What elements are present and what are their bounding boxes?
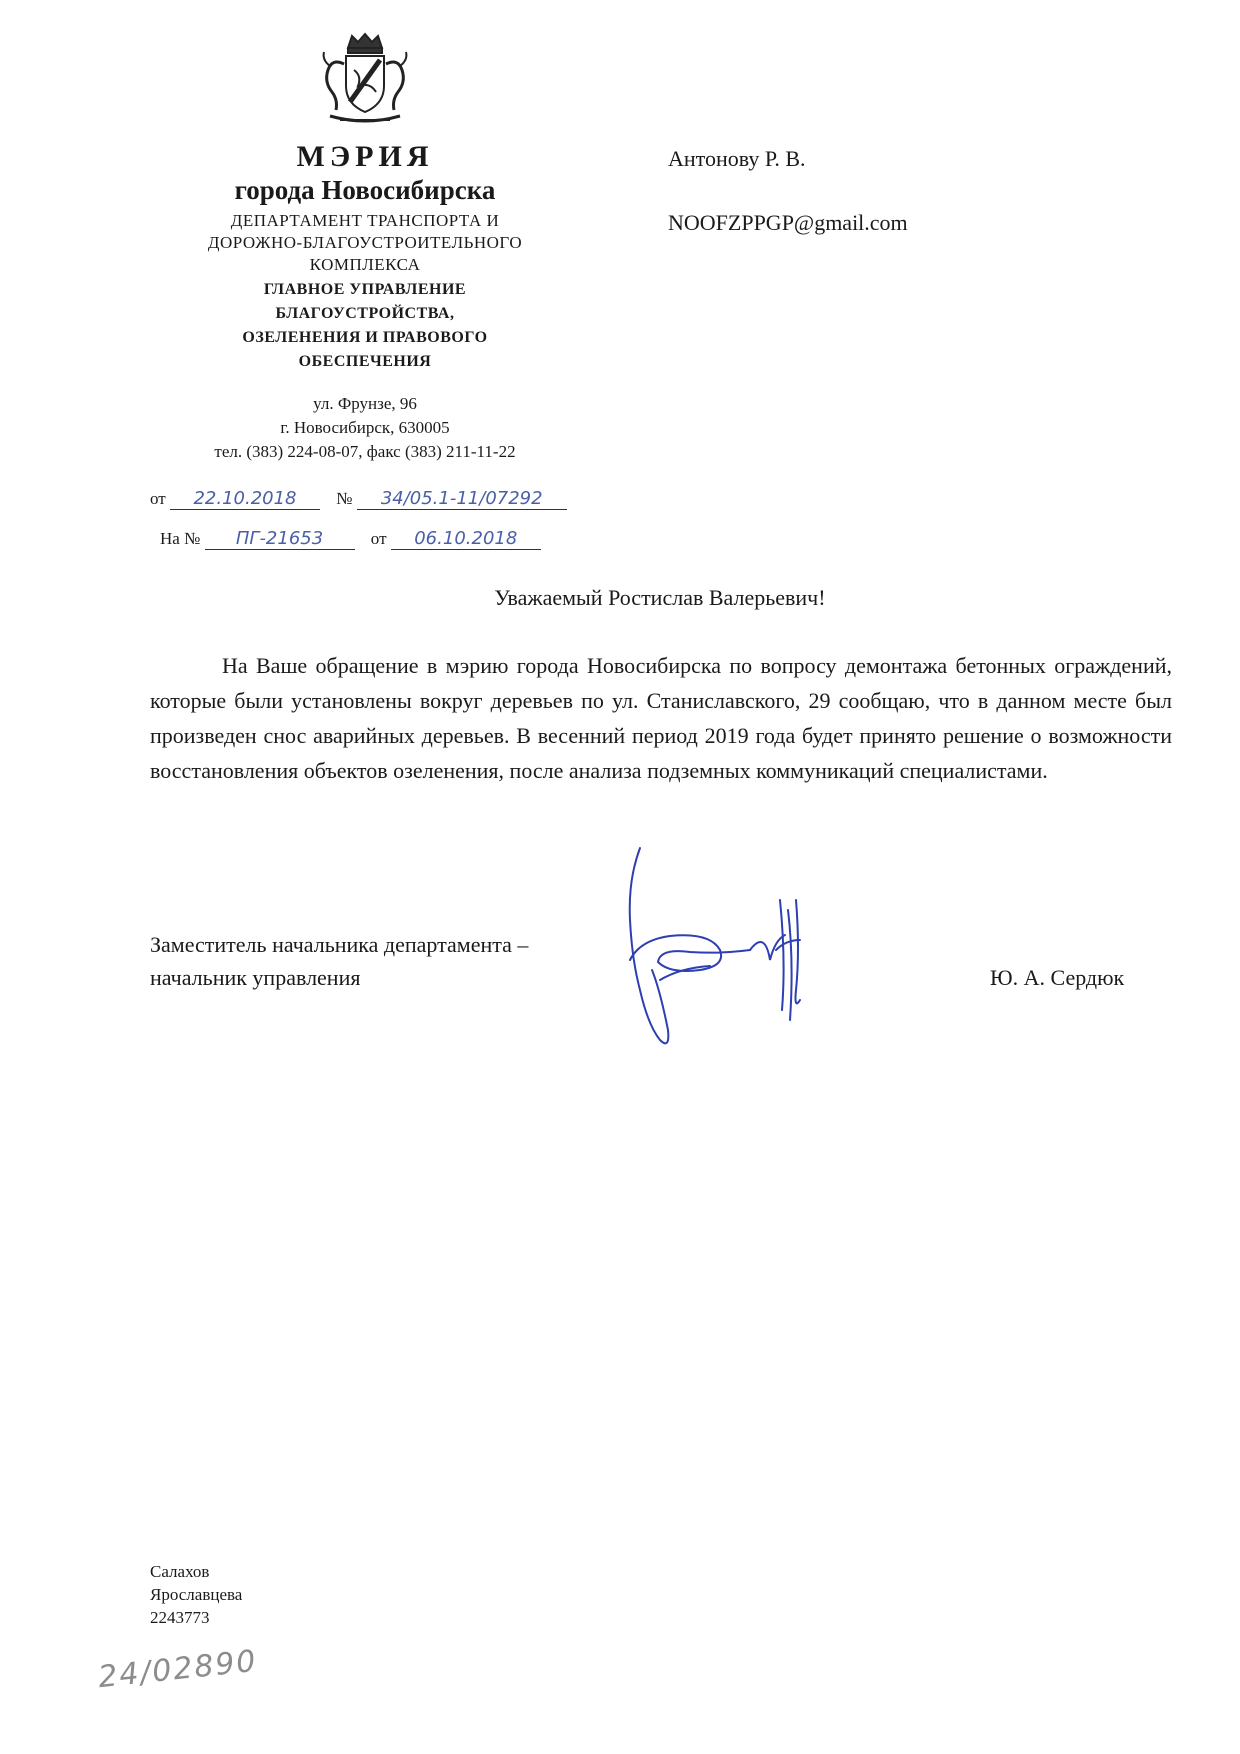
directorate-name — [150, 278, 580, 374]
letter-body — [150, 648, 1172, 788]
registration-line — [150, 488, 567, 510]
directorate-line: БЛАГОУСТРОЙСТВА, — [275, 305, 455, 322]
executor-name: Ярославцева — [150, 1585, 243, 1604]
city-title: города Новосибирска — [234, 175, 496, 205]
address-line: г. Новосибирск, 630005 — [280, 418, 450, 437]
reference-date: 06.10.2018 — [391, 528, 541, 550]
recipient-email: NOOFZPPGP@gmail.com — [668, 210, 908, 235]
position-line: Заместитель начальника департамента – — [150, 932, 529, 957]
signatory-position — [150, 928, 528, 994]
handwritten-signature — [600, 840, 870, 1070]
reference-number: ПГ-21653 — [205, 528, 355, 550]
outgoing-number: 34/05.1-11/07292 — [357, 488, 567, 510]
department-name — [150, 210, 580, 276]
salutation: Уважаемый Ростислав Валерьевич! — [494, 585, 826, 610]
letter-body-text: На Ваше обращение в мэрию города Новосибирска по вопросу демонтажа бетонных ограждений, которые были установлены вокруг деревьев по ул. Станиславского, 29 сообщаю, что в данном месте был произведен снос аварийных деревьев. В весенний период 2019 года будет принято решение о возможности восстановления объектов озеленения, после анализа подземных коммуникаций специалистами. — [150, 653, 1172, 783]
department-line: ДОРОЖНО-БЛАГОУСТРОИТЕЛЬНОГО — [207, 233, 523, 252]
date-label: от — [150, 489, 166, 508]
address-line: ул. Фрунзе, 96 — [313, 394, 417, 413]
directorate-line: ГЛАВНОЕ УПРАВЛЕНИЕ — [263, 281, 467, 298]
recipient-name: Антонову Р. В. — [668, 146, 806, 171]
reference-date-label: от — [370, 529, 387, 548]
number-label: № — [336, 489, 353, 508]
coat-of-arms-icon — [310, 30, 420, 130]
department-line: ДЕПАРТАМЕНТ ТРАНСПОРТА И — [230, 211, 500, 230]
directorate-line: ОБЕСПЕЧЕНИЯ — [298, 353, 432, 370]
outgoing-date: 22.10.2018 — [170, 488, 320, 510]
letterhead — [150, 30, 580, 464]
department-line: КОМПЛЕКСА — [309, 255, 421, 274]
executor-phone: 2243773 — [150, 1608, 210, 1627]
handwritten-registration-number: 24/02890 — [96, 1643, 260, 1696]
signatory-name: Ю. А. Сердюк — [990, 965, 1125, 990]
executors-block — [150, 1560, 242, 1629]
directorate-line: ОЗЕЛЕНЕНИЯ И ПРАВОВОГО — [242, 329, 488, 346]
executor-name: Салахов — [150, 1562, 210, 1581]
address-block — [150, 392, 580, 464]
reference-line — [160, 528, 541, 550]
mayoralty-title: МЭРИЯ — [296, 140, 434, 173]
position-line: начальник управления — [150, 965, 361, 990]
reference-label: На № — [160, 529, 201, 548]
phone-line: тел. (383) 224-08-07, факс (383) 211-11-22 — [214, 442, 516, 461]
